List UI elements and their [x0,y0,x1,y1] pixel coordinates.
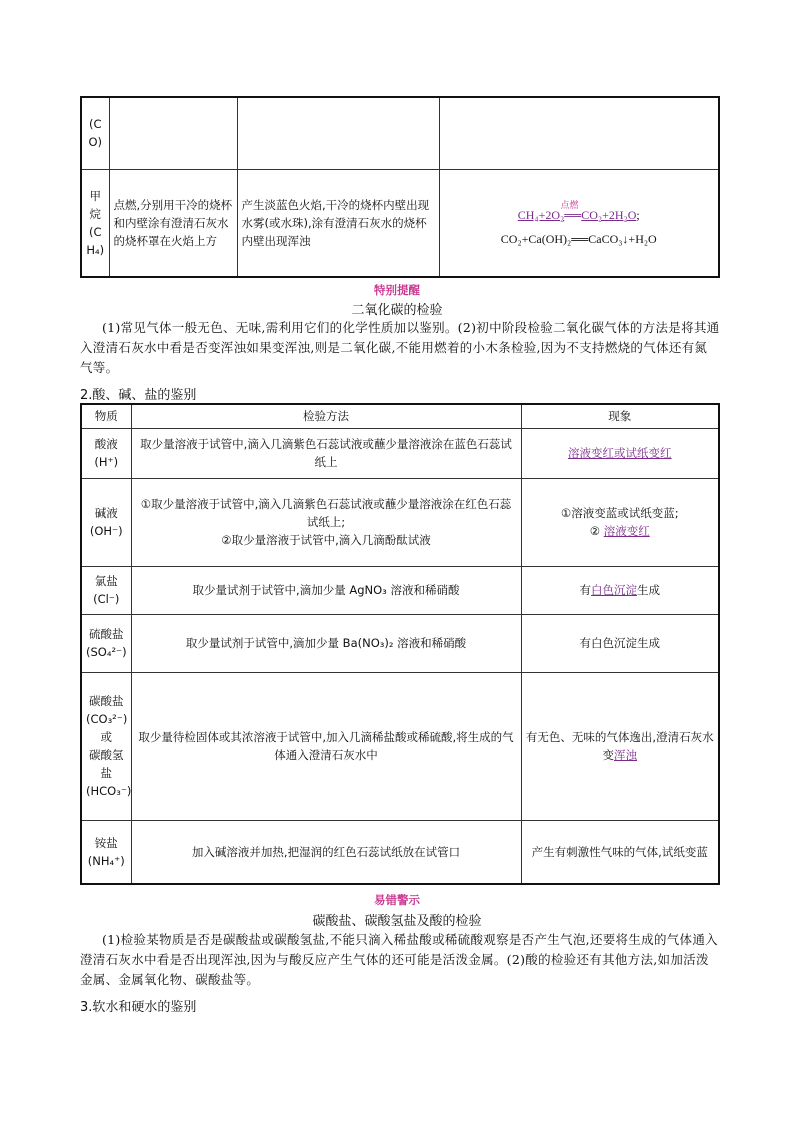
note-title: 碳酸盐、碳酸氢盐及酸的检验 [312,914,482,929]
ch4-phenomenon: 产生淡蓝色火焰,干冷的烧杯内壁出现水雾(或水珠),涂有澄清石灰水的烧杯内壁出现浑浊 [237,169,439,277]
table-row: 碱液 (OH⁻) ①取少量溶液于试管中,滴入几滴紫色石蕊试液或蘸少量溶液涂在红色石蕊试纸上; ②取少量溶液于试管中,滴入几滴酚酞试液 ①溶液变蓝或试纸变蓝; ② 溶液变红 [81,478,719,566]
header-phenomenon: 现象 [521,404,719,428]
section-title: 2.酸、碱、盐的鉴别 [80,388,197,403]
note-title: 二氧化碳的检验 [351,303,443,318]
table-row: 碳酸盐 (CO₃²⁻)或 碳酸氢 盐 (HCO₃⁻) 取少量待检固体或其浓溶液于试管中,加入几滴稀盐酸或稀硫酸,将生成的气体通入澄清石灰水中 有无色、无味的气体逸出,澄清石灰水变浑浊 [81,672,719,820]
gas-name-co: (C O) [81,97,109,169]
table-row: 氯盐 (Cl⁻) 取少量试剂于试管中,滴加少量 AgNO₃ 溶液和稀硝酸 有白色沉淀生成 [81,566,719,614]
table-row: 硫酸盐 (SO₄²⁻) 取少量试剂于试管中,滴加少量 Ba(NO₃)₂ 溶液和稀硝酸 有白色沉淀生成 [81,614,719,672]
eq1-right: CO₂+2H₂O [581,207,637,222]
header-substance: 物质 [81,404,131,428]
eq2: CO₂+Ca(OH)₂══CaCO₃↓+H₂O [500,231,657,246]
acid-base-salt-table [80,403,720,885]
eq1-condition: 点燃 [560,199,579,210]
table-row: 酸液 (H⁺) 取少量溶液于试管中,滴入几滴紫色石蕊试液或蘸少量溶液涂在蓝色石蕊试纸上 溶液变红或试纸变红 [81,428,719,478]
note-text: (1)常见气体一般无色、无味,需利用它们的化学性质加以鉴别。(2)初中阶段检验二氧化碳气体的方法是将其通入澄清石灰水中看是否变浑浊如果变浑浊,则是二氧化碳,不能用燃着的小木条检验,因为不支持燃烧的气体还有氮气等。 [80,320,720,375]
table-row [81,97,719,169]
ch4-method: 点燃,分别用干冷的烧杯和内壁涂有澄清石灰水的烧杯罩在火焰上方 [109,169,237,277]
note-text: (1)检验某物质是否是碳酸盐或碳酸氢盐,不能只滴入稀盐酸或稀硫酸观察是否产生气泡,还要将生成的气体通入澄清石灰水中看是否出现浑浊,因为与酸反应产生气体的还可能是活泼金属。(2)酸的检验还有其他方法,如加活泼金属、金属氧化物、碳酸盐等。 [80,932,718,987]
note-tag: 特别提醒 [374,283,420,297]
eq1-left: CH₄+2O₂ [517,207,565,222]
table-header-row [81,404,719,428]
ch4-equations: 点燃 CH₄+2O₂══CO₂+2H₂O; CO₂+Ca(OH)₂══CaCO₃↓+H₂O [439,169,719,277]
table-row: 铵盐 (NH₄⁺) 加入碱溶液并加热,把湿润的红色石蕊试纸放在试管口 产生有刺激性气味的气体,试纸变蓝 [81,820,719,884]
note-tag: 易错警示 [374,893,420,907]
section-title: 3.软水和硬水的鉴别 [80,1000,197,1015]
table-row [81,169,719,277]
header-method: 检验方法 [131,404,521,428]
gas-name-ch4: 甲 烷 (C H₄) [81,169,109,277]
gas-test-table [80,96,720,278]
